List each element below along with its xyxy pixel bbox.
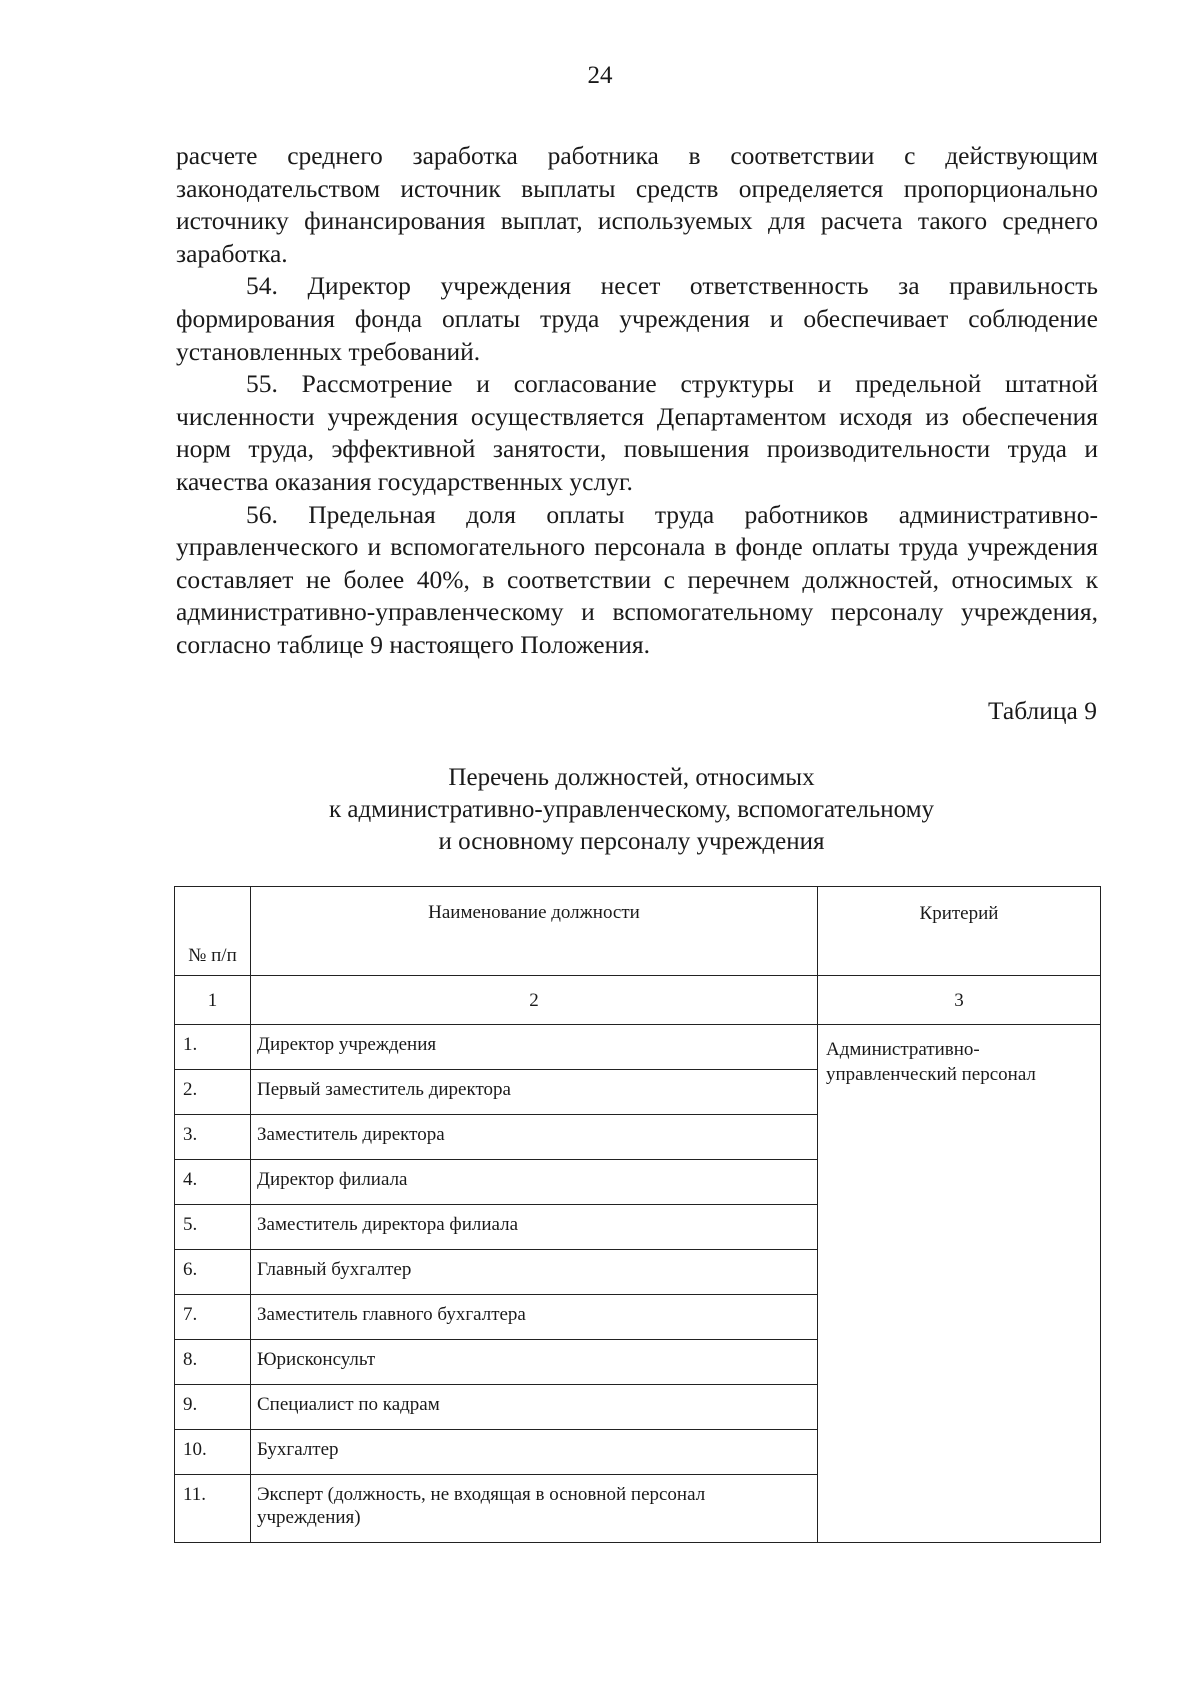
- position-name: Заместитель главного бухгалтера: [251, 1295, 818, 1340]
- table-header-row: [175, 887, 1101, 976]
- position-name: Бухгалтер: [251, 1430, 818, 1475]
- position-name: Заместитель директора: [251, 1115, 818, 1160]
- paragraph-55: 55. Рассмотрение и согласование структуры и предельной штатной численности учреждения осуществляется Департаментом исходя из обеспечения норм труда, эффективной занятости, повышения производительности труда и качества оказания государственных услуг.: [176, 369, 1098, 496]
- row-number: 4.: [175, 1160, 251, 1205]
- table-title-line: и основному персоналу учреждения: [438, 828, 825, 855]
- column-number: 2: [251, 976, 818, 1025]
- table-title-line: к административно-управленческому, вспомогательному: [328, 796, 935, 823]
- row-number: 5.: [175, 1205, 251, 1250]
- table-row: [175, 1025, 1101, 1070]
- row-number: 2.: [175, 1070, 251, 1115]
- paragraph-continuation: расчете среднего заработка работника в соответствии с действующим законодательством источник выплаты средств определяется пропорционально источнику финансирования выплат, используемых для расчета такого среднего заработка.: [176, 141, 1098, 268]
- column-number: 3: [818, 976, 1101, 1025]
- table-title-line: Перечень должностей, относимых: [448, 764, 815, 791]
- table-title: [0, 762, 1200, 858]
- row-number: 7.: [175, 1295, 251, 1340]
- positions-table: [174, 886, 1101, 1543]
- row-number: 10.: [175, 1430, 251, 1475]
- position-name: Директор учреждения: [251, 1025, 818, 1070]
- row-number: 8.: [175, 1340, 251, 1385]
- position-name: Директор филиала: [251, 1160, 818, 1205]
- table-label: Таблица 9: [987, 696, 1097, 725]
- criterion-group: Административно-управленческий персонал: [818, 1025, 1101, 1543]
- table-body: [175, 887, 1101, 1543]
- row-number: 1.: [175, 1025, 251, 1070]
- row-number: 3.: [175, 1115, 251, 1160]
- paragraph-54: 54. Директор учреждения несет ответственность за правильность формирования фонда оплаты труда учреждения и обеспечивает соблюдение установленных требований.: [176, 271, 1098, 366]
- position-name: Заместитель директора филиала: [251, 1205, 818, 1250]
- position-name: Первый заместитель директора: [251, 1070, 818, 1115]
- row-number: 9.: [175, 1385, 251, 1430]
- column-number-row: [175, 976, 1101, 1025]
- header-name: Наименование должности: [251, 887, 818, 976]
- position-name: Юрисконсульт: [251, 1340, 818, 1385]
- header-num: № п/п: [175, 887, 251, 976]
- body-text: [176, 140, 1098, 662]
- header-criterion: Критерий: [818, 887, 1101, 976]
- page-number: 24: [587, 62, 613, 89]
- position-name: Эксперт (должность, не входящая в основной персонал учреждения): [251, 1475, 818, 1543]
- row-number: 6.: [175, 1250, 251, 1295]
- position-name: Главный бухгалтер: [251, 1250, 818, 1295]
- row-number: 11.: [175, 1475, 251, 1543]
- column-number: 1: [175, 976, 251, 1025]
- paragraph-56: 56. Предельная доля оплаты труда работников административно-управленческого и вспомогательного персонала в фонде оплаты труда учреждения составляет не более 40%, в соответствии с перечнем должностей, относимых к административно-управленческому и вспомогательному персоналу учреждения, согласно таблице 9 настоящего Положения.: [176, 499, 1098, 659]
- position-name: Специалист по кадрам: [251, 1385, 818, 1430]
